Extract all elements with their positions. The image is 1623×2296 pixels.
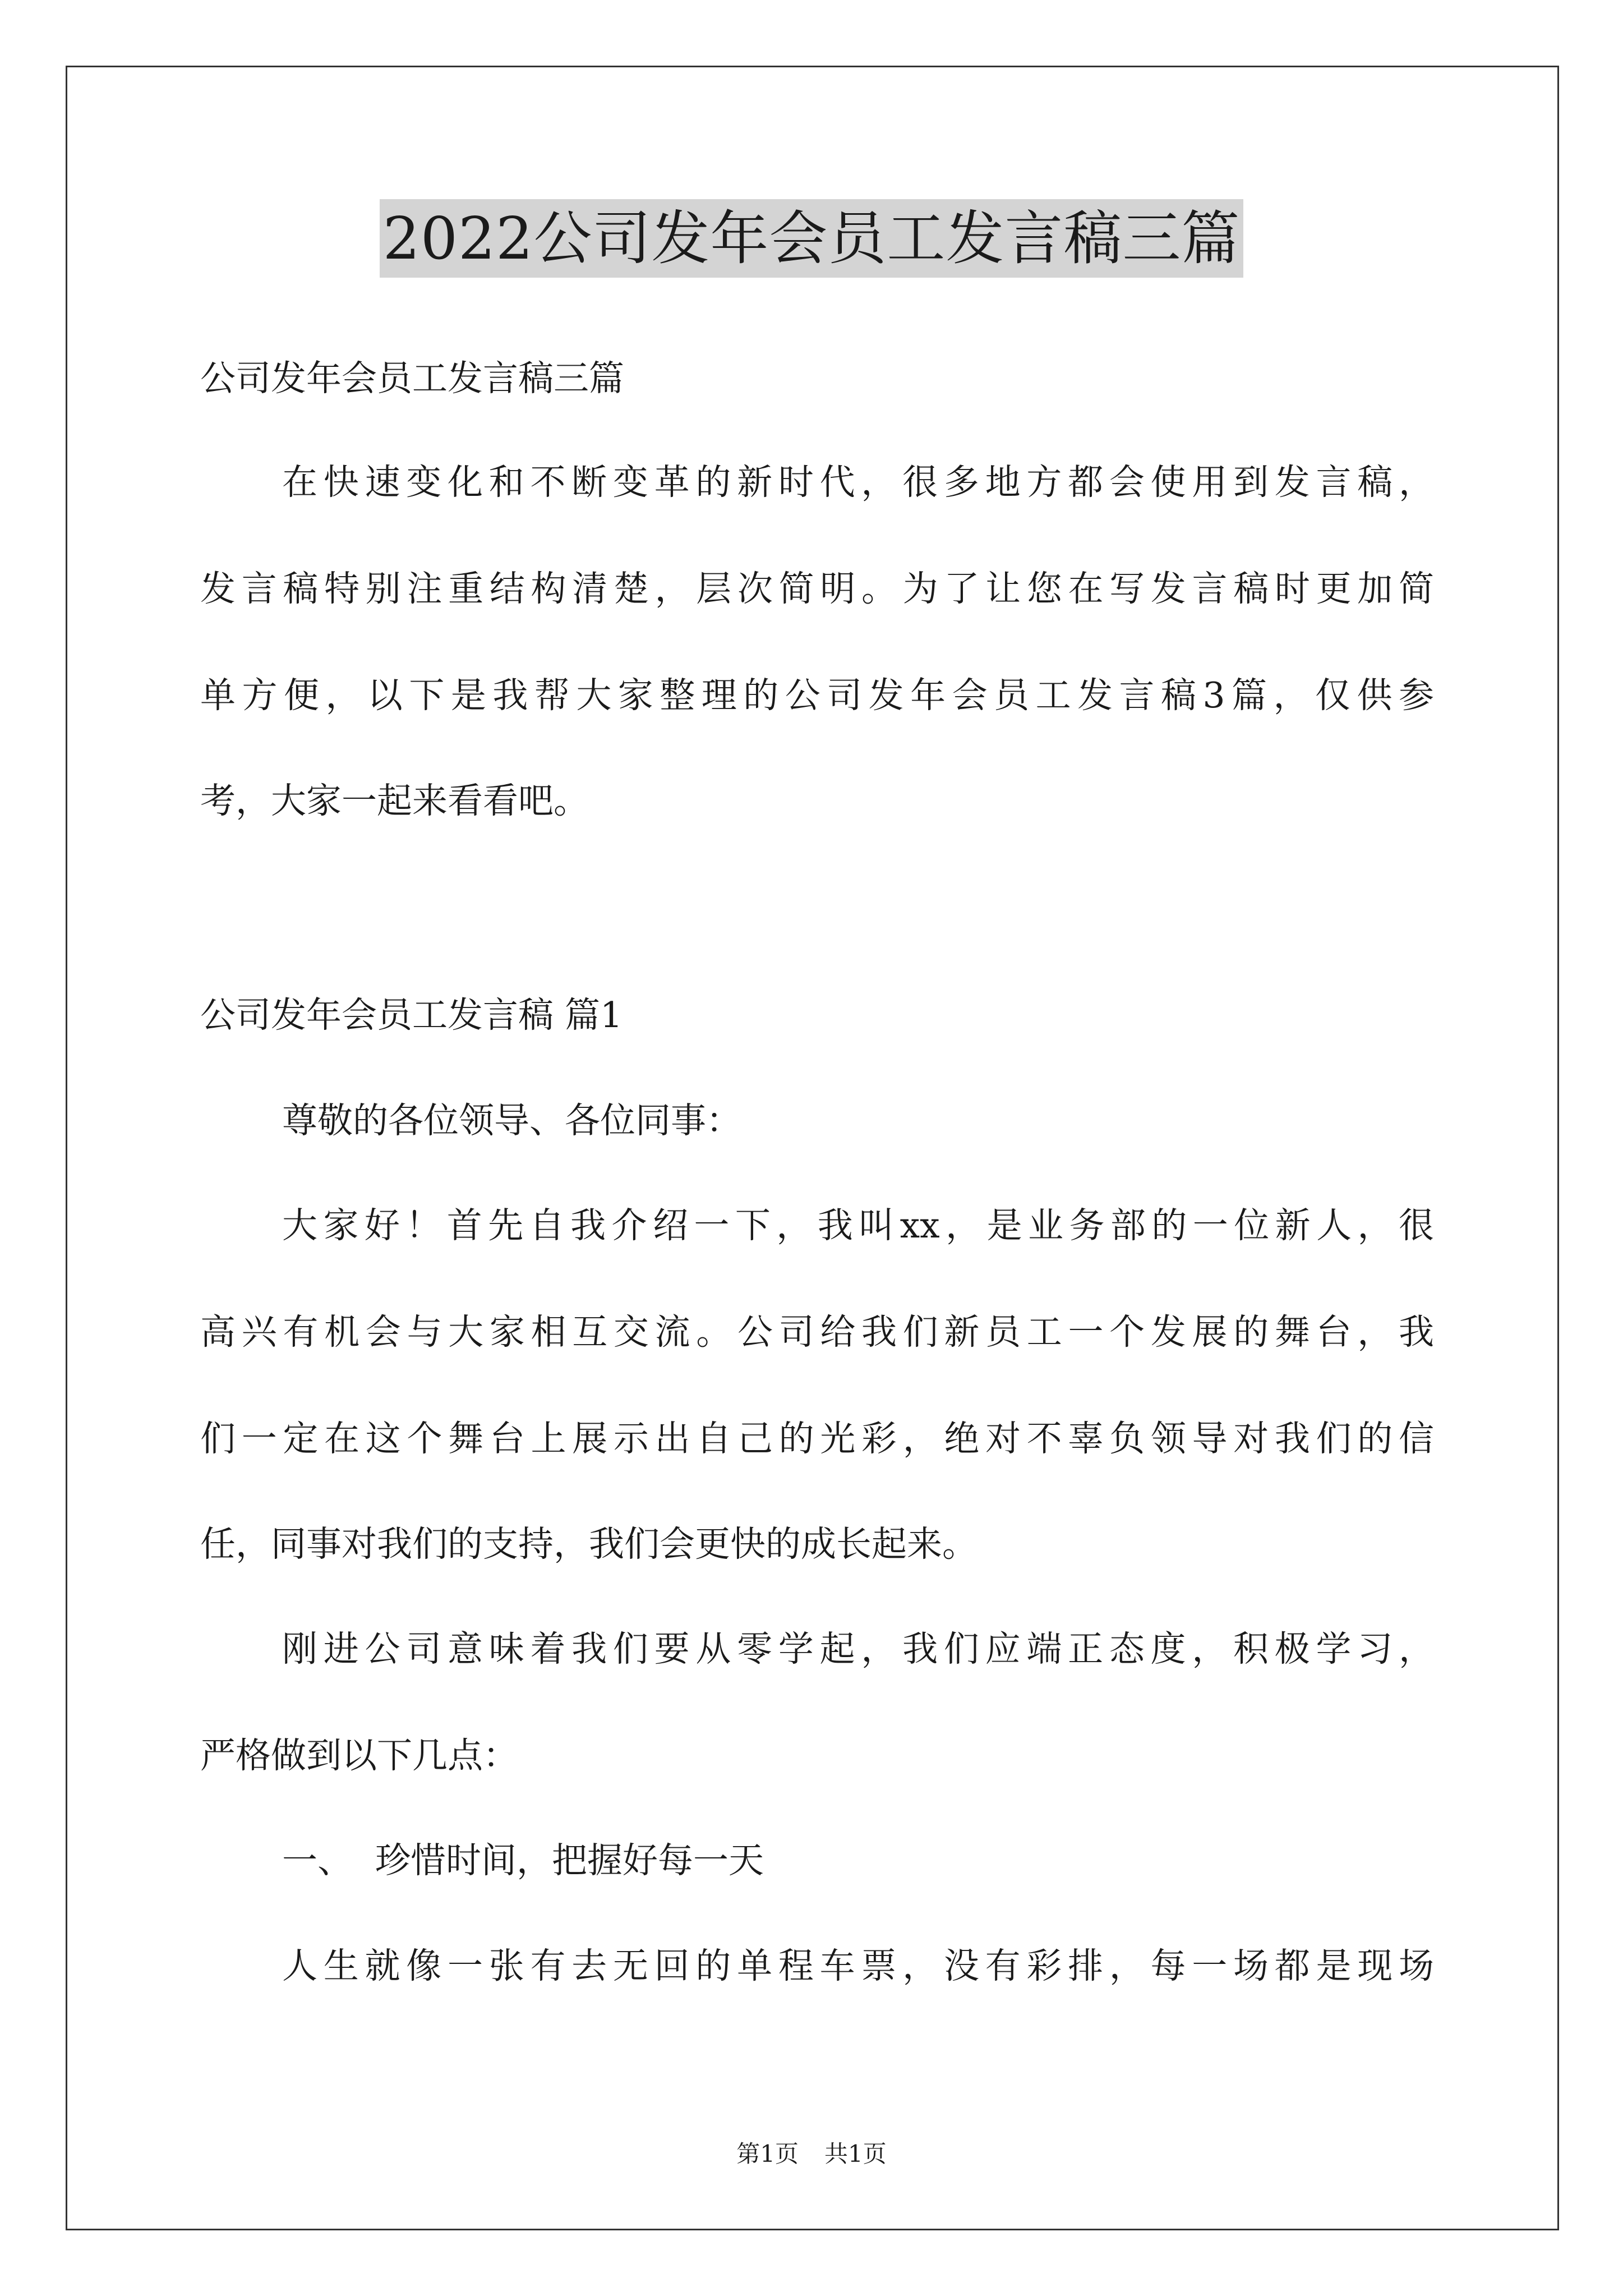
paragraph-line: 严格做到以下几点： bbox=[200, 1735, 518, 1776]
page-total: 共1页 bbox=[824, 2140, 887, 2168]
subtitle-line: 公司发年会员工发言稿三篇 bbox=[200, 358, 624, 399]
paragraph-line: 高兴有机会与大家相互交流。公司给我们新员工一个发展的舞台，我 bbox=[200, 1312, 1434, 1352]
paragraph-line: 任，同事对我们的支持，我们会更快的成长起来。 bbox=[200, 1524, 978, 1565]
section-heading: 公司发年会员工发言稿 篇1 bbox=[200, 995, 623, 1036]
page-footer bbox=[0, 2137, 1623, 2171]
paragraph-line: 发言稿特别注重结构清楚，层次简明。为了让您在写发言稿时更加简 bbox=[200, 568, 1434, 609]
paragraph-line: 们一定在这个舞台上展示出自己的光彩，绝对不辜负领导对我们的信 bbox=[200, 1418, 1434, 1459]
paragraph-line: 考，大家一起来看看吧。 bbox=[200, 780, 589, 821]
list-item-heading: 一、 珍惜时间，把握好每一天 bbox=[282, 1840, 764, 1881]
title-container bbox=[0, 199, 1623, 278]
document-title: 2022公司发年会员工发言稿三篇 bbox=[380, 199, 1244, 278]
paragraph-line: 在快速变化和不断变革的新时代，很多地方都会使用到发言稿， bbox=[282, 462, 1434, 503]
paragraph-line: 单方便，以下是我帮大家整理的公司发年会员工发言稿3篇，仅供参 bbox=[200, 675, 1434, 716]
paragraph-line: 人生就像一张有去无回的单程车票，没有彩排，每一场都是现场 bbox=[282, 1945, 1434, 1986]
page-number: 第1页 bbox=[736, 2140, 799, 2168]
paragraph-line: 大家好！首先自我介绍一下，我叫xx，是业务部的一位新人，很 bbox=[282, 1205, 1434, 1246]
greeting-line: 尊敬的各位领导、各位同事： bbox=[282, 1100, 741, 1141]
paragraph-line: 刚进公司意味着我们要从零学起，我们应端正态度，积极学习， bbox=[282, 1628, 1434, 1669]
